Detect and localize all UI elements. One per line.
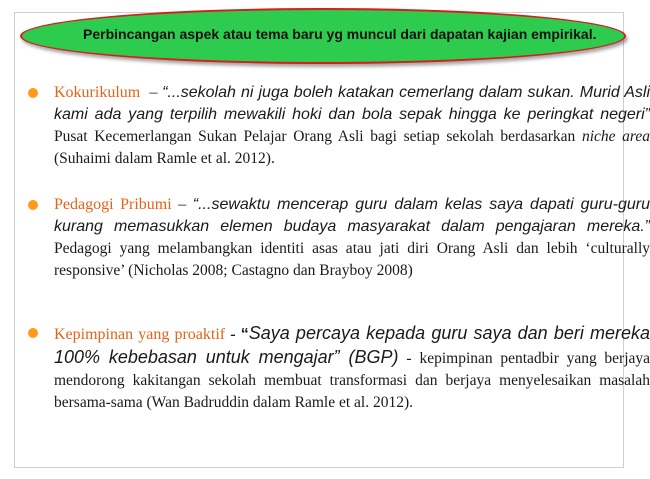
- bullet-separator: –: [171, 196, 193, 213]
- bullet-body: kepimpinan pentadbir yang berjaya mendorong kakitangan sekolah membuat transformasi dan berjaya menyelesaikan masalah bersama-sama (Wan Badruddin dalam Ramle et al. 2012).: [54, 350, 650, 411]
- bullet-body-italic: niche area: [581, 128, 650, 145]
- title-banner: [20, 8, 626, 64]
- bullet-quote: Saya percaya kepada guru saya dan beri mereka 100% kebebasan untuk mengajar” (BGP): [54, 323, 650, 367]
- bullet-separator: –: [149, 84, 163, 101]
- bullet-icon: [28, 200, 38, 210]
- bullet-body: Pusat Kecemerlangan Sukan Pelajar Orang Asli bagi setiap sekolah berdasarkan: [54, 128, 582, 145]
- bullet-item-pedagogi: [24, 194, 650, 282]
- bullet-item-kepimpinan: [24, 322, 650, 414]
- bullet-item-kokurikulum: [24, 82, 650, 170]
- bullet-icon: [28, 328, 38, 338]
- bullet-body: Pedagogi yang melambangkan identiti asas atau jati diri Orang Asli dan lebih ‘culturally responsive’ (Nicholas 2008; Castagno dan Brayboy 2008): [54, 240, 650, 279]
- bullet-quote: “...sekolah ni juga boleh katakan cemerlang dalam sukan. Murid Asli kami ada yang terpilih mewakili hoki dan bola sepak hingga ke peringkat negeri”: [54, 84, 650, 123]
- bullet-body-citation: (Suhaimi dalam Ramle et al. 2012).: [54, 150, 275, 167]
- bullet-open-quote: “: [240, 326, 249, 343]
- bullet-lead: Pedagogi Pribumi: [54, 196, 172, 213]
- bullet-lead: Kepimpinan yang proaktif: [54, 326, 226, 343]
- bullet-separator: -: [398, 350, 420, 367]
- bullet-lead: Kokurikulum: [54, 84, 141, 101]
- bullet-quote: “...sewaktu mencerap guru dalam kelas saya dapati guru-guru kurang memasukkan elemen budaya masyarakat dalam pengajaran mereka.”: [54, 196, 650, 235]
- bullet-separator: -: [225, 326, 241, 343]
- bullet-icon: [28, 88, 38, 98]
- slide-title: Perbincangan aspek atau tema baru yg muncul dari dapatan kajian empirikal.: [83, 26, 597, 42]
